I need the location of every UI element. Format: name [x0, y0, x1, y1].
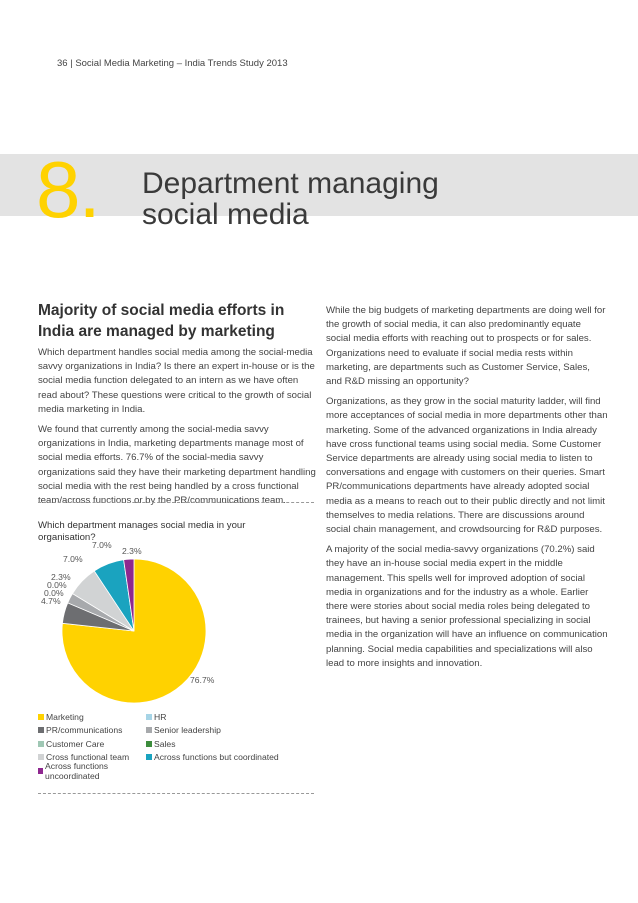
legend-row [38, 724, 328, 738]
slice-label: 2.3% [51, 572, 71, 582]
legend-item [146, 712, 166, 722]
slice-label: 7.0% [92, 540, 112, 550]
page-header: 36 | Social Media Marketing – India Trends Study 2013 [57, 58, 288, 69]
divider [38, 502, 314, 503]
legend-item [146, 725, 221, 735]
legend-item [38, 712, 146, 722]
slice-label: 7.0% [63, 554, 83, 564]
section-number: 8. [36, 145, 99, 234]
slice-label: 0.0% [44, 588, 64, 598]
legend-label: HR [154, 711, 167, 722]
legend-swatch [38, 768, 43, 774]
legend-swatch [146, 727, 152, 733]
chart-legend [38, 710, 328, 781]
paragraph: We found that currently among the social-media savvy organizations in India, marketing departments manage most of social media efforts. 76.7% of the social-media savvy organizations said they have their marketing department handling social media with the rest being handled by a cross functional team/across functions or by the PR/communications team. [38, 424, 316, 507]
paragraph: A majority of the social media-savvy organizations (70.2%) said they have an in-house social media expert in the middle management. This spells well for improved adoption of social media in organizations and for the industry as a whole. Earlier there were stories about social media roles being delegated to trainees, but having a senior professional specializing in social media in the organization will have an influence on communication planning. Social media capabilities and specializations will also lead to more insights and innovation. [326, 544, 608, 669]
legend-item [146, 739, 176, 749]
legend-label: Marketing [46, 711, 84, 722]
chart-title: Which department manages social media in your organisation? [38, 520, 246, 543]
legend-label: Sales [154, 738, 176, 749]
legend-swatch [38, 741, 44, 747]
legend-item [38, 739, 146, 749]
section-title [142, 168, 439, 230]
left-column [38, 346, 320, 514]
divider [38, 793, 314, 794]
legend-swatch [146, 714, 152, 720]
slice-label: 0.0% [47, 580, 67, 590]
section-title-line1: Department managing [142, 167, 439, 200]
paragraph: While the big budgets of marketing departments are doing well for the growth of social media, it can also predominantly equate social media efforts with reaching out to prospects or for sales. Organizations need to evaluate if social media rests within marketing, are departments such as Customer Service, Sales, and R&D missing an opportunity? [326, 305, 606, 388]
legend-label: Across functions uncoordinated [45, 760, 109, 781]
legend-label: Cross functional team [46, 752, 130, 763]
pie-chart [30, 540, 270, 705]
legend-label: Customer Care [46, 738, 105, 749]
legend-item [146, 752, 279, 762]
legend-row [38, 760, 328, 781]
paragraph: Organizations, as they grow in the social maturity ladder, will find more acceptances of social media in more departments other than marketing. Some of the advanced organizations in India already have cross functional teams using social media. Some Customer Service departments are already using social media to listen to conversations and engage with customers on their queries. Smart PR/communications departments have already adopted social media as a means to reach out to their public directly and not limit themselves to media relations. There are discussions around social chain management, and crowdsourcing for R&D purposes. [326, 396, 608, 536]
paragraph: Which department handles social media among the social-media savvy organizations in India? Is there an expert in-house or is the social media function delegated to an intern as we have often read about? These questions were critical to the growth of social media marketing in India. [38, 347, 315, 415]
legend-swatch [38, 727, 44, 733]
section-title-line2: social media [142, 198, 309, 231]
legend-swatch [38, 754, 44, 760]
legend-row [38, 737, 328, 751]
legend-item [38, 725, 146, 735]
legend-swatch [146, 754, 152, 760]
legend-label: Across functions but coordinated [154, 752, 279, 763]
article-heading: Majority of social media efforts in India are managed by marketing [38, 302, 285, 340]
slice-label: 4.7% [41, 596, 61, 606]
legend-label: Senior leadership [154, 725, 221, 736]
legend-swatch [38, 714, 44, 720]
slice-label: 2.3% [122, 546, 142, 556]
legend-swatch [146, 741, 152, 747]
legend-item [38, 761, 146, 781]
right-column [326, 304, 608, 677]
slice-label: 76.7% [190, 675, 215, 685]
legend-row [38, 710, 328, 724]
legend-label: PR/communications [46, 725, 123, 736]
